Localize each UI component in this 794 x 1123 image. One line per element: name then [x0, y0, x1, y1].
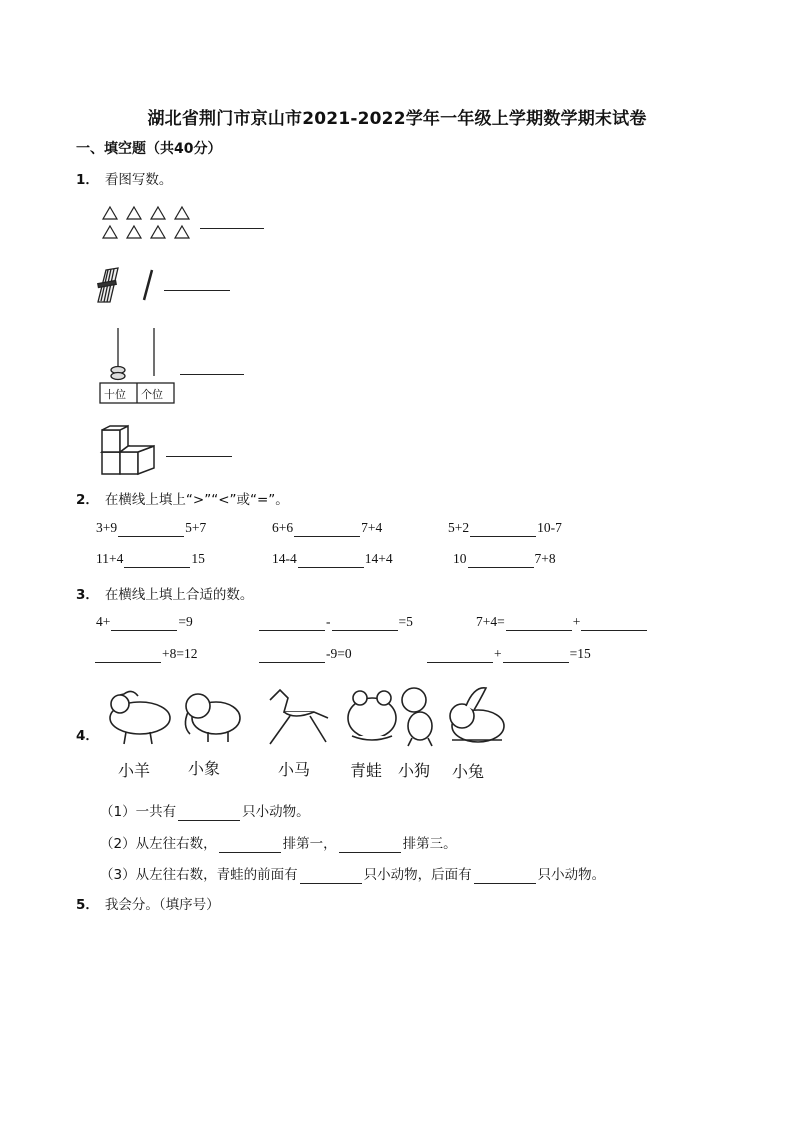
- answer-blank[interactable]: [219, 836, 281, 853]
- answer-blank[interactable]: [298, 551, 364, 568]
- sub-question-2: （2）从左往右数， 排第一， 排第三。: [100, 836, 457, 852]
- frog-icon: [348, 691, 396, 740]
- sub-question-1: （1）一共有 只小动物。: [100, 804, 310, 820]
- answer-blank[interactable]: [332, 614, 398, 631]
- answer-blank[interactable]: [427, 646, 493, 663]
- stick-bundle-figure: [92, 266, 162, 306]
- answer-blank[interactable]: [259, 614, 325, 631]
- page-title: 湖北省荆门市京山市2021-2022学年一年级上学期数学期末试卷: [147, 109, 647, 129]
- answer-blank[interactable]: [300, 867, 362, 884]
- ones-label: 个位: [141, 388, 163, 401]
- compare-item: 14-4 14+4: [272, 551, 393, 566]
- animal-label: 小狗: [398, 761, 431, 780]
- answer-blank[interactable]: [474, 867, 536, 884]
- answer-blank[interactable]: [294, 520, 360, 537]
- answer-blank[interactable]: [180, 374, 244, 375]
- horse-icon: [270, 690, 328, 744]
- question-5: [76, 893, 220, 913]
- answer-blank[interactable]: [124, 551, 190, 568]
- fill-equation: -9=0: [258, 646, 352, 663]
- compare-item: 11+4 15: [96, 551, 205, 566]
- triangles-figure: [100, 204, 195, 242]
- compare-item: 5+2 10-7: [448, 520, 562, 535]
- fill-equation: - =5: [258, 614, 413, 631]
- answer-blank[interactable]: [95, 646, 161, 663]
- question-text: 我会分。（填序号）: [104, 897, 220, 913]
- animal-label: 小羊: [118, 761, 151, 780]
- question-number: 4．: [76, 728, 99, 744]
- animal-label: 小兔: [452, 762, 485, 781]
- compare-item: 3+9 5+7: [96, 520, 207, 535]
- question-text: 在横线上填上“>”“<”或“=”。: [104, 492, 289, 508]
- rabbit-icon: [450, 688, 504, 742]
- dog-icon: [402, 688, 432, 746]
- answer-blank[interactable]: [259, 646, 325, 663]
- sub-question-3: （3）从左往右数，青蛙的前面有 只小动物，后面有 只小动物。: [100, 867, 606, 883]
- answer-blank[interactable]: [118, 520, 184, 537]
- cubes-figure: [98, 424, 162, 478]
- answer-blank[interactable]: [166, 456, 232, 457]
- fill-equation: 4+ =9: [96, 614, 193, 629]
- question-number: 3．: [76, 587, 99, 603]
- answer-blank[interactable]: [581, 614, 647, 631]
- fill-equation: + =15: [426, 646, 591, 663]
- fill-equation: +8=12: [94, 646, 197, 663]
- tens-label: 十位: [104, 388, 126, 401]
- abacus-figure: [98, 326, 178, 406]
- question-1: [76, 168, 172, 188]
- answer-blank[interactable]: [339, 836, 401, 853]
- answer-blank[interactable]: [164, 290, 230, 291]
- question-number: 2．: [76, 492, 99, 508]
- animal-label: 小象: [188, 759, 221, 778]
- animal-label: 小马: [278, 760, 311, 779]
- answer-blank[interactable]: [503, 646, 569, 663]
- animal-label: 青蛙: [350, 761, 383, 780]
- answer-blank[interactable]: [468, 551, 534, 568]
- sheep-icon: [110, 691, 170, 744]
- question-3: [76, 583, 253, 603]
- answer-blank[interactable]: [111, 614, 177, 631]
- elephant-icon: [185, 694, 240, 742]
- animals-figure: [100, 682, 510, 754]
- question-text: 看图写数。: [104, 172, 173, 188]
- question-text: 在横线上填上合适的数。: [104, 587, 254, 603]
- compare-item: 6+6 7+4: [272, 520, 383, 535]
- answer-blank[interactable]: [200, 228, 264, 229]
- fill-equation: 7+4= +: [476, 614, 648, 631]
- question-number: 1．: [76, 172, 99, 188]
- question-2: [76, 488, 289, 508]
- answer-blank[interactable]: [178, 804, 240, 821]
- compare-item: 10 7+8: [453, 551, 556, 566]
- question-number: 5．: [76, 897, 99, 913]
- answer-blank[interactable]: [470, 520, 536, 537]
- answer-blank[interactable]: [506, 614, 572, 631]
- section-heading: 一、填空题（共40分）: [76, 141, 222, 157]
